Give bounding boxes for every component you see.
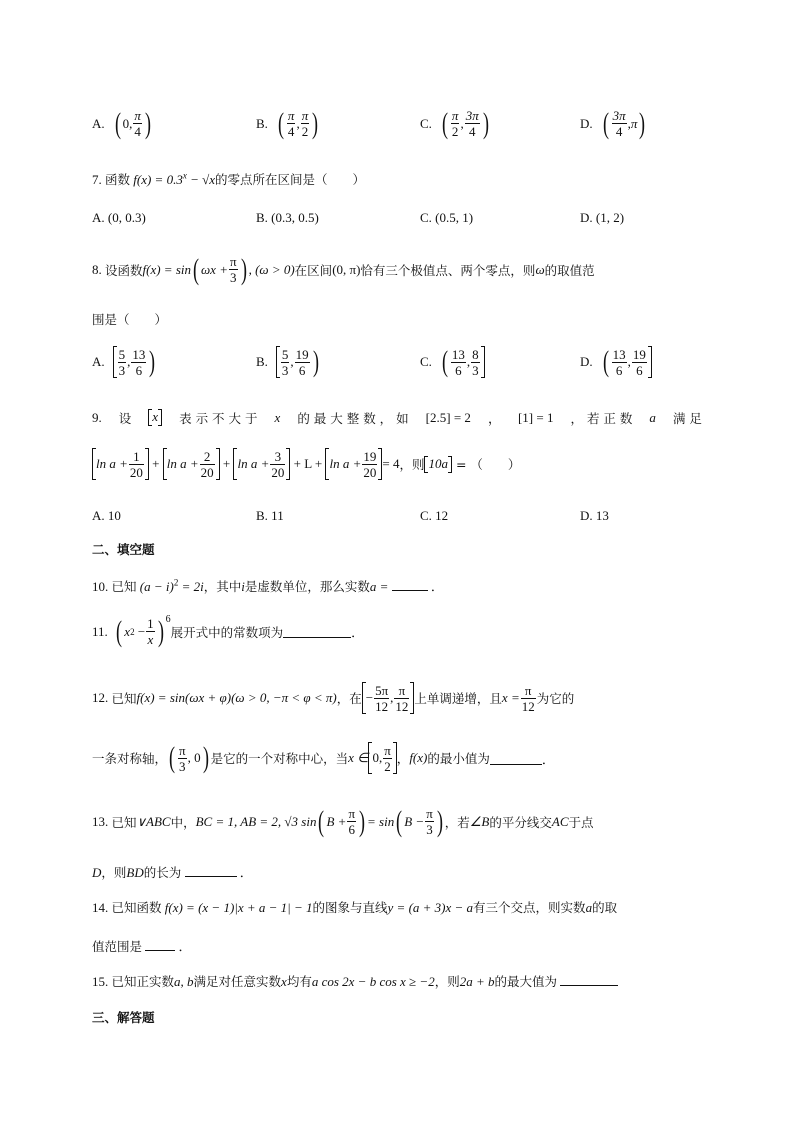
fraction: $\frac{1}{x}$ — [147, 616, 154, 647]
fraction: $\frac{8}{3}$ — [472, 346, 479, 378]
fraction: $\frac{13}{6}$ — [451, 346, 465, 378]
fraction: $\frac{3\pi}{4}$ — [465, 108, 479, 139]
q7-option-b: B. (0.3, 0.5) — [256, 210, 319, 225]
fraction: $\frac{\pi}{2}$ — [451, 108, 459, 139]
answer-blank[interactable] — [145, 938, 175, 951]
fraction: $\frac{13}{6}$ — [132, 346, 146, 378]
fraction: $\frac{5\pi}{12}$ — [375, 682, 389, 714]
q9-option-d: D. 13 — [580, 508, 609, 523]
fraction: $\frac{1}{20}$ — [129, 448, 143, 480]
question-13-line2: D，则BD的长为 ． — [92, 865, 253, 880]
question-14-line2: 值范围是 ． — [92, 939, 192, 954]
answer-blank[interactable] — [560, 973, 618, 986]
section-heading-fill-blank: 二、填空题 — [92, 542, 155, 557]
question-13: 13. 已知 ∨ABC 中， BC = 1, AB = 2, √3 sin ( B + $\frac{\pi}{6}$ ) = sin ( B − $\frac{\pi}{3}$ ) ，若 ∠B 的平分线交 AC 于点 — [92, 804, 594, 838]
question-7: 7. 函数 $f(x) = 0.3^x - √x$的零点所在区间是（ ） — [92, 170, 366, 187]
q7-option-d: D. (1, 2) — [580, 210, 625, 225]
q6-option-d: D. ( $\frac{3\pi}{4}$ , π ) — [580, 106, 646, 140]
fraction: $\frac{\pi}{12}$ — [521, 682, 535, 714]
question-8: 8. 设函数 f(x) = sin ( ωx + $\frac{\pi}{3}$ ) , (ω > 0) 在区间 (0, π) 恰有三个极值点、两个零点，则 ω 的取值范 — [92, 252, 595, 286]
answer-blank[interactable] — [185, 864, 237, 877]
fraction: $\frac{\pi}{3}$ — [229, 254, 237, 285]
answer-blank[interactable] — [283, 625, 351, 638]
question-11: 11. ( x 2 − $\frac{1}{x}$ ) 6 展开式中的常数项为 ． — [92, 614, 365, 648]
question-14: 14. 已知函数 f(x) = (x − 1)|x + a − 1| − 1的图象与直线y = (a + 3)x − a有三个交点，则实数a的取 — [92, 900, 618, 915]
q6-option-b: B. ( $\frac{\pi}{4}$ , $\frac{\pi}{2}$ ) — [256, 106, 319, 140]
q9-option-c: C. 12 — [420, 508, 449, 523]
q8-option-d: D. ( $\frac{13}{6}$ , $\frac{19}{6}$ — [580, 346, 652, 378]
fraction: $\frac{13}{6}$ — [612, 346, 626, 378]
q8-option-a: A. $\frac{5}{3}$ , $\frac{13}{6}$ ) — [92, 345, 156, 378]
q8-option-b: B. $\frac{5}{3}$ , $\frac{19}{6}$ ) — [256, 345, 319, 378]
q6-option-c: C. ( $\frac{\pi}{2}$ , $\frac{3\pi}{4}$ ) — [420, 106, 489, 140]
q7-option-a: A. (0, 0.3) — [92, 210, 146, 225]
question-9: 9. 设 x 表 示 不 大 于 x 的 最 大 整 数 ， 如 [2.5] = 2 ， [1] = 1 ， 若 正 数 a 满 足 — [92, 408, 702, 426]
q7-option-c: C. (0.5, 1) — [420, 210, 474, 225]
question-15: 15. 已知正实数a, b满足对任意实数x均有a cos 2x − b cos x ≥ −2，则2a + b的最大值为 — [92, 972, 618, 990]
option-label: A. — [92, 115, 105, 131]
fraction: $\frac{\pi}{3}$ — [426, 806, 433, 837]
fraction: $\frac{\pi}{2}$ — [384, 742, 391, 774]
fraction: $\frac{\pi}{4}$ — [134, 108, 141, 139]
question-12-line2: 一条对称轴， ( $\frac{\pi}{3}$ , 0 ) 是它的一个对称中心，当 x ∈ 0, $\frac{\pi}{2}$ ， f(x) 的最小值为 ． — [92, 741, 555, 774]
answer-blank[interactable] — [392, 578, 428, 591]
fraction: $\frac{19}{6}$ — [632, 346, 646, 378]
fraction: $\frac{5}{3}$ — [281, 346, 289, 378]
fraction: $\frac{3\pi}{4}$ — [612, 108, 626, 139]
option-label: C. — [420, 115, 432, 131]
q9-option-a: A. 10 — [92, 508, 121, 523]
fraction: $\frac{\pi}{4}$ — [287, 108, 295, 139]
q6-option-a: A. ( 0, $\frac{\pi}{4}$ ) — [92, 106, 151, 140]
question-10: 10. 已知 $(a - i)^2 = 2i$，其中i是虚数单位，那么实数a = ． — [92, 577, 444, 594]
option-label: B. — [256, 115, 268, 131]
fraction: $\frac{5}{3}$ — [118, 346, 126, 378]
fraction: $\frac{\pi}{2}$ — [301, 108, 309, 139]
fraction: $\frac{\pi}{3}$ — [179, 742, 186, 774]
fraction: $\frac{19}{20}$ — [363, 448, 377, 480]
option-label: D. — [580, 115, 593, 131]
q8-option-c: C. ( $\frac{13}{6}$ , $\frac{8}{3}$ — [420, 346, 485, 378]
section-heading-solutions: 三、解答题 — [92, 1010, 155, 1025]
fraction: $\frac{2}{20}$ — [200, 448, 214, 480]
fraction: $\frac{\pi}{12}$ — [395, 682, 409, 714]
answer-blank[interactable] — [490, 752, 542, 765]
question-12: 12. 已知 f(x) = sin(ωx + φ)(ω > 0, −π < φ < π) ，在 − $\frac{5\pi}{12}$ , $\frac{\pi}{12}$ 上单调递增，且 x = $\frac{\pi}{12}$ 为它的 — [92, 682, 575, 714]
fraction: $\frac{19}{6}$ — [295, 346, 309, 378]
q8-line2: 围是（ ） — [92, 312, 168, 327]
fraction: $\frac{3}{20}$ — [271, 448, 285, 480]
q9-equation: ln a + $\frac{1}{20}$ + ln a + $\frac{2}{20}$ + ln a + $\frac{3}{20}$ + L + ln a + $\frac{19}{20}$ = 4 ，则 10a = （ ） — [92, 448, 520, 480]
q9-option-b: B. 11 — [256, 508, 284, 523]
fraction: $\frac{\pi}{6}$ — [348, 806, 356, 837]
